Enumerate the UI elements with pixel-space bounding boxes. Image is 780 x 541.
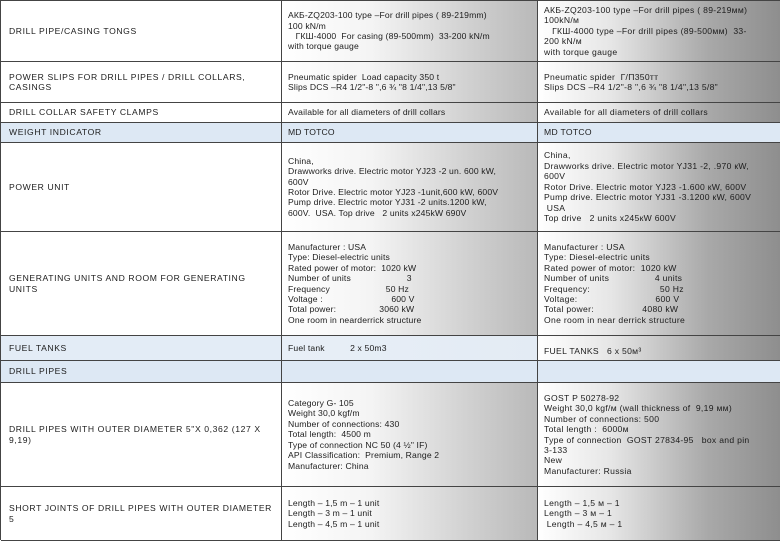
value-cell-secondary: FUEL TANKS 6 x 50м³ <box>538 336 780 361</box>
value-cell-secondary: China, Drawworks drive. Electric motor YJ31 -2, .970 кW, 600V Rotor Drive. Electric motor YJ23 -1.600 кW, 600V Pump drive. Electric motor YJ31 -3.1200 кW, 600V USA Top drive 2 units x245кW 600V <box>538 143 780 232</box>
row-label: DRILL COLLAR SAFETY CLAMPS <box>1 103 282 123</box>
value-cell-primary: Category G- 105 Weight 30,0 kgf/m Number of connections: 430 Total length: 4500 m Type of connection NC 50 (4 ½" IF) API Classification: Premium, Range 2 Manufacturer: China <box>282 383 538 487</box>
table-row <box>1 361 780 383</box>
value-cell-secondary: MD TOTCO <box>538 123 780 143</box>
value-cell-primary: MD TOTCO <box>282 123 538 143</box>
row-label: DRILL PIPES WITH OUTER DIAMETER 5"X 0,362 (127 X 9,19) <box>1 383 282 487</box>
row-label: WEIGHT INDICATOR <box>1 123 282 143</box>
table-row <box>1 62 780 103</box>
value-cell-secondary <box>538 361 780 383</box>
table-row <box>1 383 780 487</box>
value-cell-primary: Manufacturer : USA Type: Diesel-electric units Rated power of motor: 1020 kW Number of units 3 Frequency 50 Hz Voltage : 600 V Total power: 3060 kW One room in nearderrick structure <box>282 232 538 336</box>
table-row <box>1 123 780 143</box>
value-cell-secondary: Length – 1,5 м – 1 Length – 3 м – 1 Length – 4,5 м – 1 <box>538 487 780 541</box>
row-label: SHORT JOINTS OF DRILL PIPES WITH OUTER DIAMETER 5 <box>1 487 282 541</box>
value-cell-primary: Length – 1,5 m – 1 unit Length – 3 m – 1 unit Length – 4,5 m – 1 unit <box>282 487 538 541</box>
row-label: POWER UNIT <box>1 143 282 232</box>
row-label: FUEL TANKS <box>1 336 282 361</box>
value-cell-secondary: GOST P 50278-92 Weight 30,0 kgf/м (wall thickness of 9,19 мм) Number of connections: 500 Total length : 6000м Type of connection GOST 27834-95 box and pin 3-133 New Manufacturer: Russia <box>538 383 780 487</box>
row-label: GENERATING UNITS AND ROOM FOR GENERATING UNITS <box>1 232 282 336</box>
table-row <box>1 1 780 62</box>
value-cell-secondary: АКБ-ZQ203-100 type –For drill pipes ( 89-219мм) 100kN/м ГКШ-4000 type –For drill pipes (89-500мм) 33- 200 kN/м with torque gauge <box>538 1 780 62</box>
value-cell-primary: China, Drawworks drive. Electric motor YJ23 -2 un. 600 kW, 600V Rotor Drive. Electric motor YJ23 -1unit,600 kW, 600V Pump drive. Electric motor YJ31 -2 units.1200 kW, 600V. USA. Top drive 2 units x245kW 690V <box>282 143 538 232</box>
row-label: DRILL PIPE/CASING TONGS <box>1 1 282 62</box>
value-cell-primary: Available for all diameters of drill collars <box>282 103 538 123</box>
table-row <box>1 487 780 541</box>
value-cell-secondary: Manufacturer : USA Type: Diesel-electric units Rated power of motor: 1020 kW Number of units 4 units Frequency: 50 Hz Voltage: 600 V Total power: 4080 kW One room in near derrick structure <box>538 232 780 336</box>
table-row <box>1 232 780 336</box>
table-row <box>1 143 780 232</box>
table-row <box>1 336 780 361</box>
row-label: POWER SLIPS FOR DRILL PIPES / DRILL COLLARS, CASINGS <box>1 62 282 103</box>
value-cell-secondary: Pneumatic spider Г/П350тт Slips DCS –R4 1/2"-8 ",6 ¾ "8 1/4",13 5/8" <box>538 62 780 103</box>
value-cell-primary: Fuel tank 2 x 50m3 <box>282 336 538 361</box>
value-cell-primary: АКБ-ZQ203-100 type –For drill pipes ( 89-219mm) 100 kN/m ГКШ-4000 For casing (89-500mm) 33-200 kN/m with torque gauge <box>282 1 538 62</box>
value-cell-primary: Pneumatic spider Load capacity 350 t Slips DCS –R4 1/2"-8 ",6 ¾ "8 1/4",13 5/8" <box>282 62 538 103</box>
value-cell-secondary: Available for all diameters of drill collars <box>538 103 780 123</box>
value-cell-primary <box>282 361 538 383</box>
row-label: DRILL PIPES <box>1 361 282 383</box>
table-row <box>1 103 780 123</box>
